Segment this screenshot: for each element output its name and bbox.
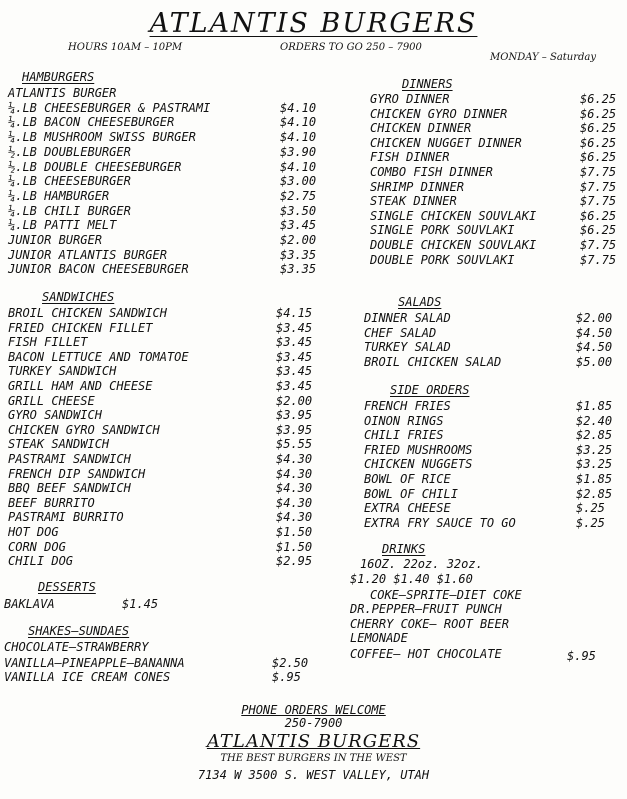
menu-item-price: $3.95: [276, 422, 313, 437]
drinks-line-1: COKE–SPRITE–DIET COKE: [370, 588, 522, 602]
menu-item-price: $3.45: [276, 364, 313, 379]
shakes-heading: SHAKES–SUNDAES: [28, 624, 130, 638]
menu-item-price: $2.75: [280, 188, 317, 203]
menu-item-name: PASTRAMI BURRITO: [8, 510, 124, 525]
menu-item-name: CHICKEN NUGGET DINNER: [370, 135, 522, 150]
menu-item-name: COMBO FISH DINNER: [370, 165, 493, 179]
menu-item-name: ½.LB DOUBLE CHEESEBURGER: [8, 159, 182, 174]
menu-item-price: $2.00: [276, 393, 313, 408]
menu-item-price: $1.85: [576, 399, 613, 413]
menu-title: ATLANTIS BURGERS: [149, 8, 478, 39]
menu-item-name: EXTRA CHEESE: [364, 501, 451, 516]
drinks-line-5: COFFEE– HOT CHOCOLATE: [350, 647, 502, 661]
menu-item-price: $7.75: [580, 165, 617, 179]
menu-item-name: EXTRA FRY SAUCE TO GO: [364, 515, 516, 530]
drinks-heading: DRINKS: [382, 542, 426, 556]
drinks-line-4: LEMONADE: [350, 631, 408, 645]
menu-item-price: $2.40: [576, 413, 613, 428]
menu-item-name: GRILL CHEESE: [8, 393, 95, 408]
menu-item-price: $1.85: [576, 472, 613, 486]
drink-size-prices: $1.20 $1.40 $1.60: [350, 572, 473, 586]
drinks-line-3: CHERRY COKE– ROOT BEER: [350, 617, 509, 631]
menu-item-name: GYRO DINNER: [370, 92, 450, 106]
menu-item-name: CORN DOG: [8, 539, 66, 554]
drinks-line-2: DR.PEPPER–FRUIT PUNCH: [350, 602, 502, 616]
menu-item-price: $4.30: [276, 495, 313, 510]
menu-item-name: FISH FILLET: [8, 335, 88, 350]
menu-item-price: $5.00: [576, 354, 613, 369]
menu-item-price: $6.25: [580, 150, 617, 165]
menu-item-name: SINGLE CHICKEN SOUVLAKI: [370, 208, 537, 223]
footer-name: ATLANTIS BURGERS: [206, 731, 421, 752]
menu-item-price: $3.45: [276, 379, 313, 393]
menu-item-name: OINON RINGS: [364, 413, 444, 428]
menu-item-name: BROIL CHICKEN SALAD: [364, 354, 502, 369]
menu-item-name: JUNIOR BURGER: [8, 233, 102, 247]
menu-item-price: $3.35: [280, 262, 317, 277]
menu-item-price: $3.90: [280, 144, 317, 159]
menu-item-name: GYRO SANDWICH: [8, 408, 102, 423]
menu-item-price: $4.30: [276, 452, 313, 466]
menu-item-name: BROIL CHICKEN SANDWICH: [8, 306, 167, 320]
menu-item-name: FRENCH DIP SANDWICH: [8, 466, 146, 481]
menu-item-name: GRILL HAM AND CHEESE: [8, 379, 153, 393]
menu-item-price: $6.25: [580, 121, 617, 136]
phone-number: 250-7900: [284, 716, 343, 730]
menu-item-name: CHICKEN DINNER: [370, 121, 472, 136]
menu-item-price: $1.50: [276, 525, 313, 539]
shakes-line-3-price: $.95: [272, 670, 301, 684]
menu-item-price: $7.75: [580, 179, 617, 194]
side-orders-heading: SIDE ORDERS: [390, 383, 470, 397]
menu-item-price: $4.30: [276, 510, 313, 525]
menu-item-price: $4.30: [276, 466, 313, 481]
menu-item-name: FRIED CHICKEN FILLET: [8, 320, 153, 335]
hamburgers-heading: HAMBURGERS: [22, 70, 95, 84]
menu-item-price: $5.55: [276, 437, 313, 452]
menu-item-name: JUNIOR BACON CHEESEBURGER: [8, 262, 189, 277]
menu-item-price: $3.45: [276, 335, 313, 350]
menu-item-price: $7.75: [580, 238, 617, 252]
menu-item-price: $2.85: [576, 428, 613, 443]
menu-item-name: ¼.LB PATTI MELT: [8, 218, 117, 233]
menu-item-name: SHRIMP DINNER: [370, 179, 464, 194]
menu-item-price: $3.25: [576, 442, 613, 457]
menu-item-price: $1.50: [276, 539, 313, 554]
address: 7134 W 3500 S. WEST VALLEY, UTAH: [197, 768, 430, 782]
menu-item-price: $2.00: [280, 233, 317, 247]
menu-item-name: ¼.LB HAMBURGER: [8, 188, 110, 203]
menu-item-price: $3.45: [280, 218, 317, 233]
menu-item-price: $3.95: [276, 408, 313, 423]
menu-item-name: ¼.LB MUSHROOM SWISS BURGER: [8, 130, 196, 145]
menu-item-name: BBQ BEEF SANDWICH: [8, 481, 131, 496]
menu-item-price: $1.45: [122, 597, 159, 611]
menu-item-name: BACON LETTUCE AND TOMATOE: [8, 349, 189, 364]
drinks-line-5-price: $.95: [567, 649, 596, 663]
menu-item-name: STEAK DINNER: [370, 194, 457, 209]
menu-item-price: $7.75: [580, 252, 617, 267]
menu-item-price: $4.10: [280, 115, 317, 130]
menu-item-price: $3.35: [280, 247, 317, 262]
menu-item-price: $2.00: [576, 311, 613, 325]
menu-item-price: $.25: [576, 515, 605, 530]
phone-orders-welcome: PHONE ORDERS WELCOME: [241, 703, 386, 717]
menu-item-name: HOT DOG: [8, 525, 59, 539]
menu-item-name: CHICKEN GYRO SANDWICH: [8, 422, 160, 437]
menu-item-price: $4.15: [276, 306, 313, 320]
menu-item-name: SINGLE PORK SOUVLAKI: [370, 223, 515, 238]
menu-item-name: CHILI FRIES: [364, 428, 444, 443]
shakes-line-2: VANILLA–PINEAPPLE–BANANNA: [4, 656, 185, 670]
menu-item-price: $4.10: [280, 159, 317, 174]
menu-item-price: $6.25: [580, 92, 617, 106]
menu-item-name: BAKLAVA: [4, 597, 55, 611]
menu-item-name: DINNER SALAD: [364, 311, 451, 325]
sandwiches-heading: SANDWICHES: [42, 290, 115, 304]
menu-item-name: DOUBLE CHICKEN SOUVLAKI: [370, 238, 537, 252]
desserts-heading: DESSERTS: [38, 580, 96, 594]
menu-item-price: $6.25: [580, 106, 617, 121]
menu-item-price: $4.50: [576, 340, 613, 355]
menu-item-price: $4.10: [280, 130, 317, 145]
menu-item-price: $3.45: [276, 349, 313, 364]
menu-item-name: FRIED MUSHROOMS: [364, 442, 473, 457]
menu-item-price: $.25: [576, 501, 605, 516]
menu-item-name: ¼.LB CHEESEBURGER: [8, 174, 131, 189]
menu-item-name: BEEF BURRITO: [8, 495, 95, 510]
menu-item-name: CHEF SALAD: [364, 325, 437, 340]
menu-item-name: DOUBLE PORK SOUVLAKI: [370, 252, 515, 267]
shakes-line-1: CHOCOLATE–STRAWBERRY: [4, 640, 149, 654]
menu-item-name: BOWL OF RICE: [364, 472, 451, 486]
menu-item-price: $4.30: [276, 481, 313, 496]
menu-item-price: $7.75: [580, 194, 617, 209]
menu-item-price: $3.25: [576, 457, 613, 472]
menu-item-name: BOWL OF CHILI: [364, 486, 458, 501]
shakes-line-3: VANILLA ICE CREAM CONES: [4, 670, 171, 684]
menu-item-name: ATLANTIS BURGER: [8, 86, 117, 100]
menu-item-name: STEAK SANDWICH: [8, 437, 110, 452]
drink-sizes: 16OZ. 22oz. 32oz.: [360, 557, 483, 571]
menu-item-name: ¼.LB BACON CHEESEBURGER: [8, 115, 175, 130]
menu-item-name: TURKEY SALAD: [364, 340, 451, 355]
menu-item-name: ¼.LB CHILI BURGER: [8, 203, 131, 218]
menu-item-price: $3.50: [280, 203, 317, 218]
menu-item-price: $6.25: [580, 208, 617, 223]
days-open: MONDAY – Saturday: [490, 52, 597, 63]
tagline: THE BEST BURGERS IN THE WEST: [220, 753, 407, 764]
menu-item-name: CHILI DOG: [8, 554, 74, 569]
menu-item-price: $3.00: [280, 174, 317, 189]
orders-to-go: ORDERS TO GO 250 – 7900: [280, 42, 422, 53]
menu-item-name: JUNIOR ATLANTIS BURGER: [8, 247, 167, 262]
menu-item-name: CHICKEN GYRO DINNER: [370, 106, 508, 121]
menu-item-price: $4.10: [280, 100, 317, 115]
menu-item-name: CHICKEN NUGGETS: [364, 457, 473, 472]
menu-item-name: FRENCH FRIES: [364, 399, 451, 413]
hours: HOURS 10AM – 10PM: [68, 42, 183, 53]
menu-item-name: PASTRAMI SANDWICH: [8, 452, 131, 466]
salads-heading: SALADS: [398, 295, 442, 309]
menu-item-name: ½.LB DOUBLEBURGER: [8, 144, 131, 159]
menu-item-name: TURKEY SANDWICH: [8, 364, 117, 379]
menu-item-price: $3.45: [276, 320, 313, 335]
menu-item-name: FISH DINNER: [370, 150, 450, 165]
dinners-heading: DINNERS: [402, 77, 453, 91]
menu-item-price: $6.25: [580, 223, 617, 238]
menu-item-price: $6.25: [580, 135, 617, 150]
menu-item-price: $4.50: [576, 325, 613, 340]
menu-item-price: $2.95: [276, 554, 313, 569]
menu-item-price: $2.85: [576, 486, 613, 501]
shakes-line-2-price: $2.50: [272, 656, 309, 670]
menu-item-name: ¼.LB CHEESEBURGER & PASTRAMI: [8, 100, 211, 115]
